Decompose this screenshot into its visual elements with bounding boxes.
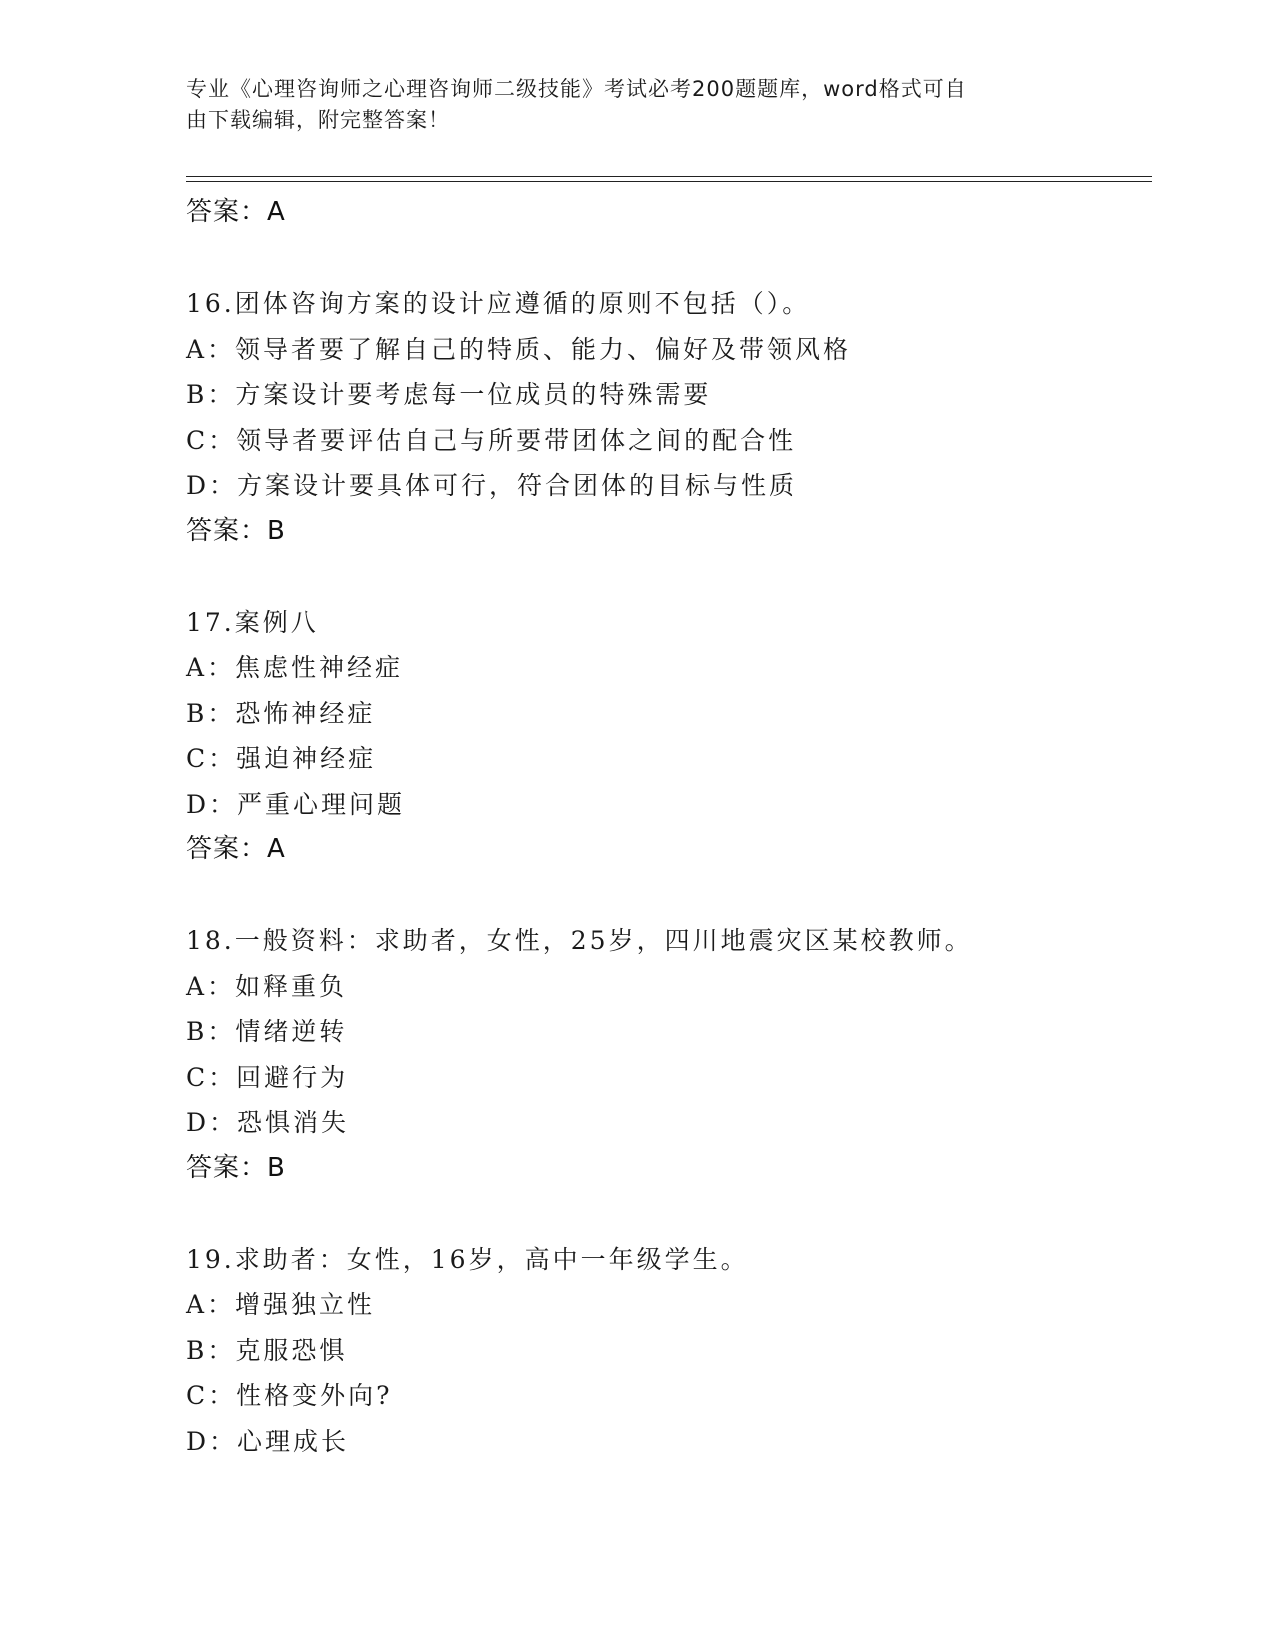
question-block: [186, 600, 1146, 873]
question-stem: 19.求助者：女性，16岁，高中一年级学生。: [186, 1244, 749, 1274]
option-a: A：领导者要了解自己的特质、能力、偏好及带领风格: [186, 334, 852, 364]
header-divider-bottom: [186, 181, 1152, 182]
question-block: [186, 918, 1146, 1191]
option-b: B：方案设计要考虑每一位成员的特殊需要: [186, 380, 712, 409]
option-b: B：恐怖神经症: [186, 698, 376, 728]
option-d: D：严重心理问题: [186, 789, 406, 819]
question-stem: 17.案例八: [186, 607, 319, 637]
option-d: D：恐惧消失: [186, 1108, 350, 1137]
option-c: C：强迫神经症: [186, 744, 377, 773]
question-stem: 18.一般资料：求助者，女性，25岁，四川地震灾区某校教师。: [186, 926, 973, 955]
option-a: A：焦虑性神经症: [186, 653, 404, 682]
option-b: B：克服恐惧: [186, 1335, 348, 1365]
page-header: [186, 74, 1066, 136]
option-c: C：领导者要评估自己与所要带团体之间的配合性: [186, 425, 797, 455]
question-stem: 16.团体咨询方案的设计应遵循的原则不包括（）。: [186, 289, 811, 318]
option-a: A：增强独立性: [186, 1290, 376, 1319]
option-d: D：心理成长: [186, 1426, 350, 1456]
spacer: [186, 236, 1146, 282]
question-block: [186, 1237, 1146, 1465]
spacer: [186, 873, 1146, 919]
header-line-2: 由下载编辑，附完整答案！: [186, 108, 450, 132]
header-divider-top: [186, 176, 1152, 177]
header-line-1: 专业《心理咨询师之心理咨询师二级技能》考试必考200题题库，word格式可自: [186, 77, 967, 101]
answer-line: 答案：A: [186, 197, 286, 227]
answer-line: 答案：B: [186, 515, 286, 546]
option-d: D：方案设计要具体可行，符合团体的目标与性质: [186, 471, 798, 500]
spacer: [186, 554, 1146, 600]
answer-line: 答案：B: [186, 1152, 286, 1183]
question-block: [186, 281, 1146, 554]
option-c: C：性格变外向?: [186, 1381, 393, 1410]
option-c: C：回避行为: [186, 1062, 349, 1092]
answer-line: 答案：A: [186, 834, 286, 864]
option-b: B：情绪逆转: [186, 1017, 348, 1046]
question-list: [186, 190, 1146, 1464]
spacer: [186, 1191, 1146, 1237]
option-a: A：如释重负: [186, 971, 348, 1001]
